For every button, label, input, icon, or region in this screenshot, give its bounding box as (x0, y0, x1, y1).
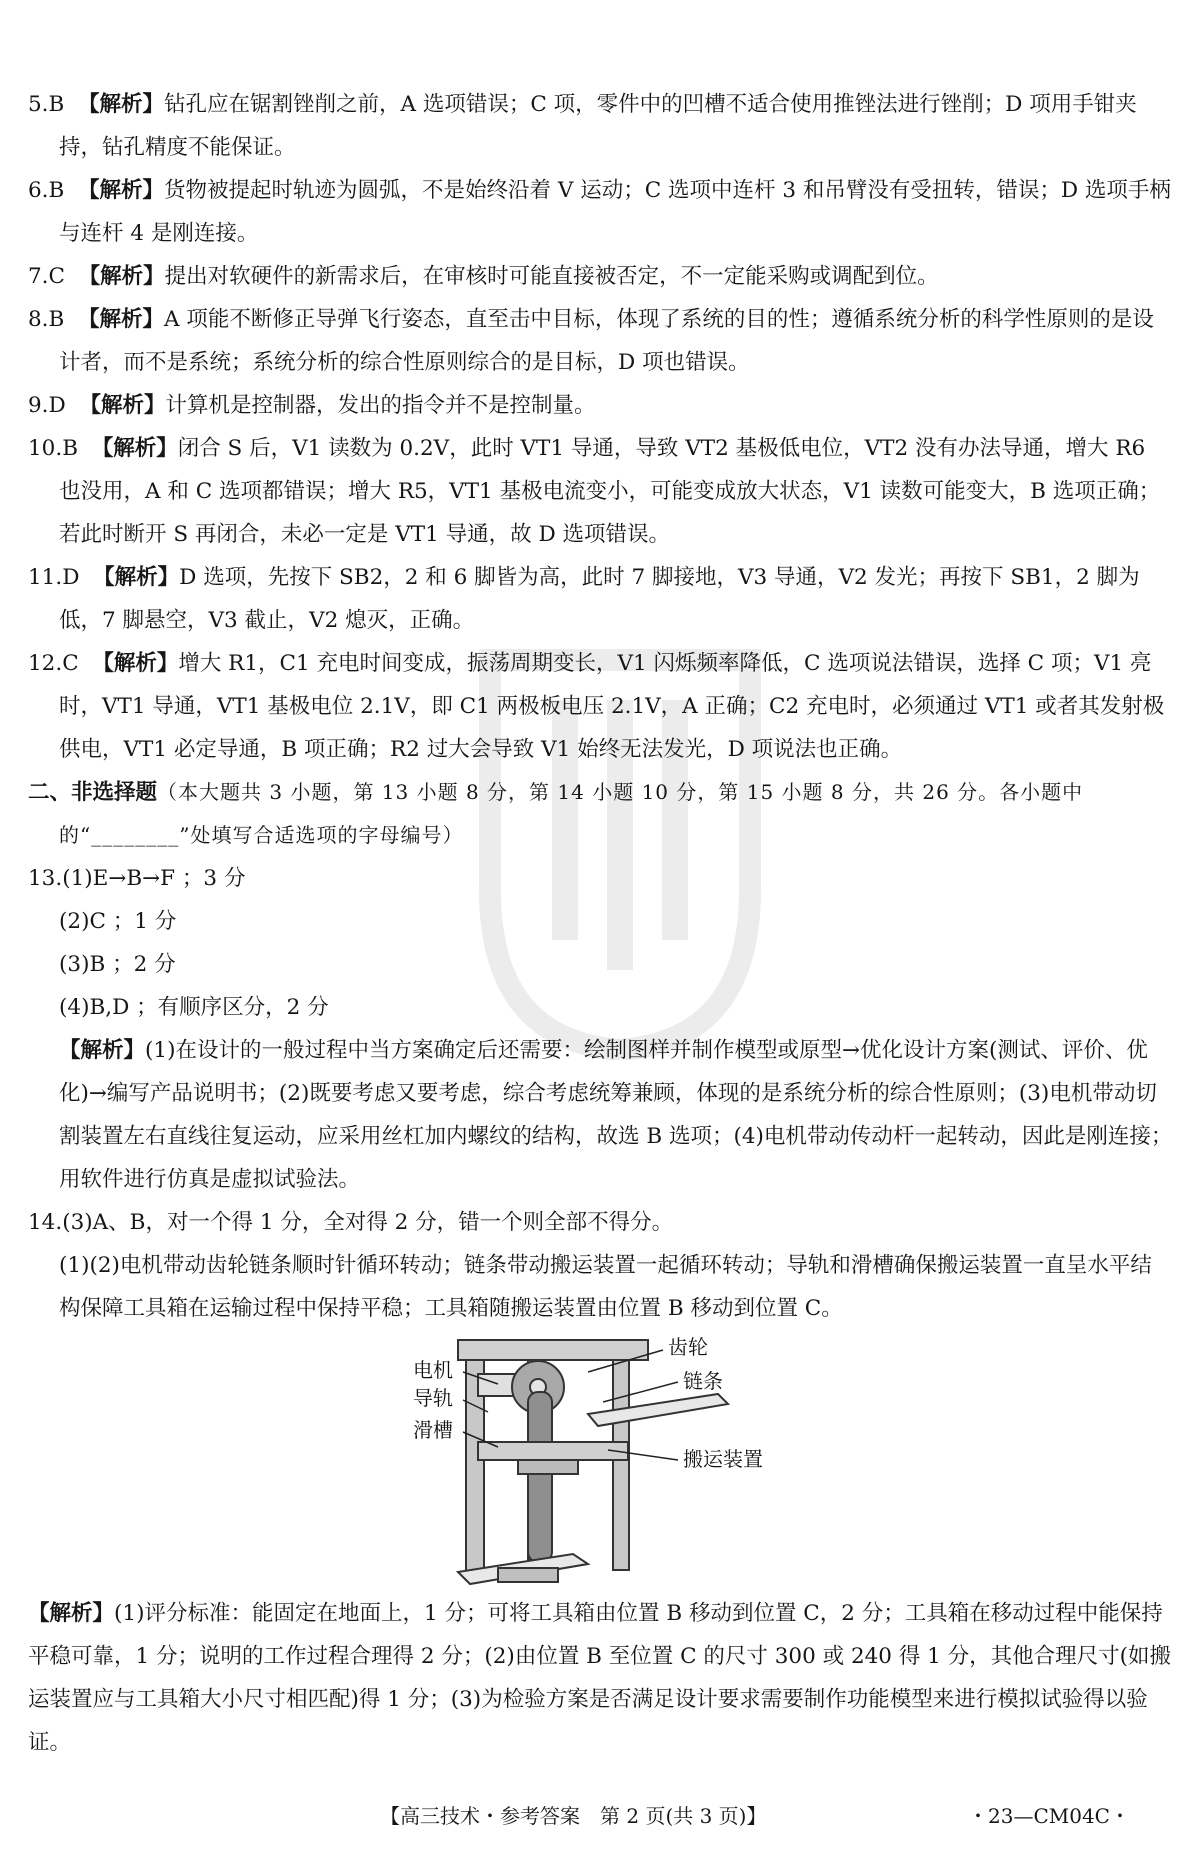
label-carrier: 搬运装置 (683, 1447, 763, 1471)
answer-num: 9. (28, 393, 49, 418)
answer-text: 闭合 S 后，V1 读数为 0.2V，此时 VT1 导通，导致 VT2 基极低电位，VT2 没有办法导通，增大 R6 也没用，A 和 C 选项都错误；增大 R5，VT1 基极电流变小，可能变成放大状态，V1 读数可能变大，B 选项正确；若此时断开 S 再闭合，未必一定是 VT1 导通，故 D 选项错误。 (59, 436, 1161, 547)
answer-choice: D (62, 565, 80, 590)
question-num: 14. (28, 1210, 63, 1235)
question-num: 13. (28, 866, 63, 891)
answer-12 (28, 642, 1173, 771)
answer-10 (28, 427, 1173, 556)
q14-line-2: (1)(2)电机带动齿轮链条顺时针循环转动；链条带动搬运装置一起循环转动；导轨和滑槽确保搬运装置一直呈水平结构保障工具箱在运输过程中保持平稳；工具箱随搬运装置由位置 B 移动到位置 C。 (59, 1253, 1152, 1321)
q13-analysis (28, 1029, 1173, 1201)
answer-choice: B (48, 92, 65, 117)
q13-item-1 (28, 857, 1173, 900)
answer-num: 11. (28, 565, 63, 590)
answer-choice: C (48, 264, 65, 289)
analysis-tag: 【解析】 (78, 307, 165, 332)
answer-7 (28, 255, 1173, 298)
q14-line-1 (28, 1201, 1173, 1244)
answer-text: 提出对软硬件的新需求后，在审核时可能直接被否定，不一定能采购或调配到位。 (164, 264, 939, 289)
answer-9 (28, 384, 1173, 427)
answer-6 (28, 169, 1173, 255)
answer-text: D 选项，先按下 SB2，2 和 6 脚皆为高，此时 7 脚接地，V3 导通，V2 发光；再按下 SB1，2 脚为低，7 脚悬空，V3 截止，V2 熄灭，正确。 (59, 565, 1140, 633)
answer-num: 7. (28, 264, 49, 289)
analysis-tag: 【解析】 (78, 92, 165, 117)
analysis-text: (1)评分标准：能固定在地面上，1 分；可将工具箱由位置 B 移动到位置 C，2 分；工具箱在移动过程中能保持平稳可靠，1 分；说明的工作过程合理得 2 分；(2)由位置 B 至位置 C 的尺寸 300 或 240 得 1 分，其他合理尺寸(如搬运装置应与工具箱大小尺寸相匹配)得 1 分；(3)为检验方案是否满足设计要求需要制作功能模型来进行模拟试验得以验证。 (28, 1601, 1172, 1755)
lift-device-diagram (28, 1332, 1173, 1586)
analysis-tag: 【解析】 (78, 264, 165, 289)
section-note: （本大题共 3 小题，第 13 小题 8 分，第 14 小题 10 分，第 15 小题 8 分，共 26 分。各小题中的“________”处填写合适选项的字母编号） (59, 780, 1084, 847)
answer-num: 12. (28, 651, 63, 676)
content (28, 83, 1173, 1764)
label-motor: 电机 (413, 1358, 453, 1382)
answer-num: 8. (28, 307, 49, 332)
analysis-tag: 【解析】 (93, 565, 180, 590)
label-slot: 滑槽 (413, 1418, 453, 1442)
answer-num: 10. (28, 436, 63, 461)
label-gear: 齿轮 (668, 1335, 708, 1359)
q13-item-4: (4)B,D ；有顺序区分，2 分 (59, 995, 329, 1020)
answer-5 (28, 83, 1173, 169)
q13-answer-1: (1)E→B→F ；3 分 (62, 866, 246, 891)
answer-11 (28, 556, 1173, 642)
section-title: 二、非选择题 (28, 780, 158, 805)
section-2-header (28, 771, 1173, 857)
answer-choice: B (48, 307, 65, 332)
q13-item-2: (2)C ；1 分 (59, 909, 177, 934)
answer-num: 6. (28, 178, 49, 203)
footer-page-info: 【高三技术・参考答案 第 2 页(共 3 页)】 (380, 1804, 767, 1828)
answer-text: 计算机是控制器，发出的指令并不是控制量。 (165, 393, 596, 418)
label-rail: 导轨 (413, 1386, 453, 1410)
page-footer (0, 1800, 1200, 1830)
footer-code: ・23—CM04C・ (968, 1804, 1130, 1828)
q14-answer-3: (3)A、B，对一个得 1 分，全对得 2 分，错一个则全部不得分。 (62, 1210, 674, 1235)
analysis-tag: 【解析】 (79, 393, 166, 418)
answer-choice: C (62, 651, 79, 676)
q13-item-3: (3)B ；2 分 (59, 952, 176, 977)
answer-choice: D (48, 393, 66, 418)
analysis-text: (1)在设计的一般过程中当方案确定后还需要：绘制图样并制作模型或原型→优化设计方案(测试、评价、优化)→编写产品说明书；(2)既要考虑又要考虑，综合考虑统筹兼顾，体现的是系统分析的综合性原则；(3)电机带动切割装置左右直线往复运动，应采用丝杠加内螺纹的结构，故选 B 选项；(4)电机带动传动杆一起转动，因此是刚连接；用软件进行仿真是虚拟试验法。 (59, 1038, 1173, 1192)
answer-choice: B (62, 436, 79, 461)
answer-8 (28, 298, 1173, 384)
analysis-tag: 【解析】 (91, 436, 178, 461)
answer-text: 增大 R1，C1 充电时间变成，振荡周期变长，V1 闪烁频率降低，C 选项说法错误，选择 C 项；V1 亮时，VT1 导通，VT1 基极电位 2.1V，即 C1 两极板电压 2.1V，A 正确；C2 充电时，必须通过 VT1 或者其发射极供电，VT1 必定导通，B 项正确；R2 过大会导致 V1 始终无法发光，D 项说法也正确。 (59, 651, 1165, 762)
analysis-tag: 【解析】 (78, 178, 165, 203)
analysis-tag: 【解析】 (59, 1038, 146, 1063)
q14-analysis (28, 1592, 1173, 1764)
label-chain: 链条 (683, 1369, 723, 1393)
answer-choice: B (48, 178, 65, 203)
conveyor-figure (28, 1332, 1173, 1586)
answer-text: A 项能不断修正导弹飞行姿态，直至击中目标，体现了系统的目的性；遵循系统分析的科学性原则的是设计者，而不是系统；系统分析的综合性原则综合的是目标，D 项也错误。 (59, 307, 1154, 375)
analysis-tag: 【解析】 (92, 651, 179, 676)
answer-text: 货物被提起时轨迹为圆弧，不是始终沿着 V 运动；C 选项中连杆 3 和吊臂没有受扭转，错误；D 选项手柄与连杆 4 是刚连接。 (59, 178, 1171, 246)
answer-text: 钻孔应在锯割锉削之前，A 选项错误；C 项，零件中的凹槽不适合使用推锉法进行锉削；D 项用手钳夹持，钻孔精度不能保证。 (59, 92, 1137, 160)
answer-num: 5. (28, 92, 49, 117)
analysis-tag: 【解析】 (28, 1601, 115, 1626)
